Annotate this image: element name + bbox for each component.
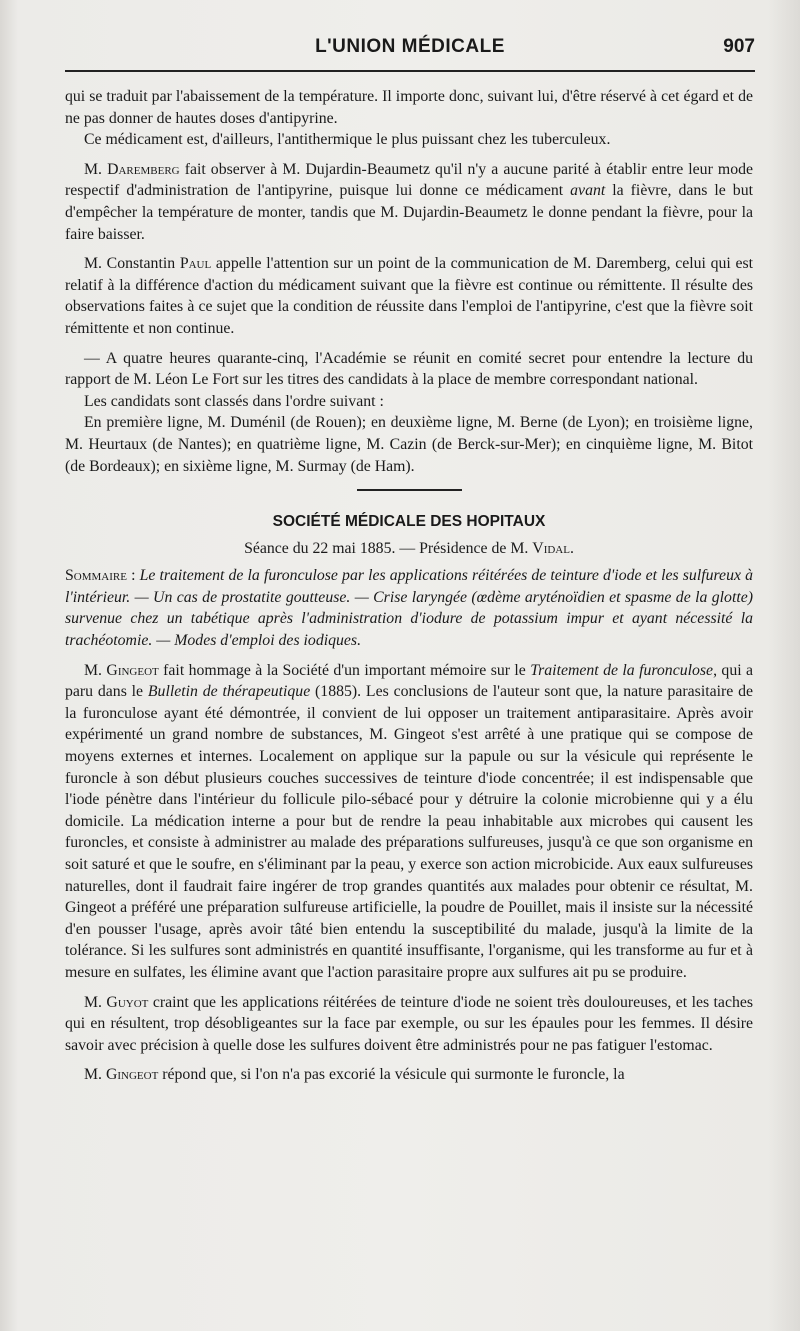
- paragraph-gingeot-reply: [65, 1064, 753, 1086]
- paragraph-text: craint que les applications réitérées de teinture d'iode ne soient très douloureuses, et les taches qui en résultent, trop désobligeantes sur la face par exemple, ou sur les épaules pour les femmes. Il désire savoir avec précision à quelle dose les sulfures doivent être administrés pour ne pas fatiguer l'estomac.: [65, 993, 754, 1054]
- page-number: 907: [723, 36, 755, 57]
- section-divider: [357, 489, 462, 491]
- paragraph-text: (1885). Les conclusions de l'auteur sont que, la nature parasitaire de la furonculose ayant été démontrée, il convient de lui opposer un traitement antiparasitaire. Après avoir expérimenté un grand nombre de substances, M. Gingeot s'est arrêté à une pratique qui se compose de moyens externes et internes. Localement on applique sur la papule ou sur la vésicule qui représente le furoncle à son début plusieurs couches successives de teinture d'iode concentrée; il est indispensable que l'iode pénètre dans l'intérieur du follicule pilo-sébacé pour y détruire la colonie microbienne qui y a élu domicile. La médication interne a pour but de rendre la peau inhabitable aux microbes qui causent les furoncles, et consiste à administrer au malade des préparations sulfureuses, jusqu'à ce que son organisme en soit saturé et que le soufre, en s'éliminant par la peau, y exerce son action microbicide. Aux eaux sulfureuses naturelles, dont il faudrait faire ingérer de trop grandes quantités aux malades pour obtenir ce résultat, M. Gingeot a préféré une préparation sulfureuse artificielle, la poudre de Pouillet, mais il insiste sur la nécessité d'en pousser l'usage, après avoir tâté bien entendu la susceptibilité du malade, jusqu'à la limite de la tolérance. Si les sulfures sont administrés en quantité insuffisante, l'organisme, qui les transforme au fur et à mesure en sulfates, les élimine avant que l'action parasitaire propre aux sulfures ait pu se produire.: [65, 683, 754, 981]
- paragraph-text: qui se traduit par l'abaissement de la température. Il importe donc, suivant lui, d'être réservé à cet égard et de ne pas donner de hautes doses d'antipyrine.: [65, 88, 753, 127]
- paragraph-text: appelle l'attention sur un point de la communication de M. Daremberg, celui qui est relatif à la différence d'action du médicament suivant que la fièvre est continue ou rémittente. Il résulte des observations faites à ce sujet que la condition de réussite dans l'emploi de l'antipyrine, c'est que la fièvre soit rémittente et non continue.: [65, 255, 754, 337]
- session-text: Séance du 22 mai 1885. — Présidence de M.: [244, 539, 529, 557]
- paragraph-candidats-list: [65, 412, 753, 477]
- sommaire-colon: :: [126, 567, 140, 585]
- emphasis-text: avant: [570, 182, 606, 200]
- speaker-name: Gingeot: [105, 1066, 159, 1084]
- speaker-prefix: M.: [84, 661, 102, 679]
- paragraph-text: fait observer à M. Dujardin-Beaumetz qu'il n'y a aucune parité à établir entre leur mode respectif d'administration de l'antipyrine, puisque lui donne ce médicament: [65, 160, 754, 200]
- paragraph-candidats-intro: [65, 391, 753, 413]
- paragraph-text: la fièvre, dans le but d'empêcher la température de monter, tandis que M. Dujardin-Beaumetz le donne pendant la fièvre, pour la faire baisser.: [65, 182, 753, 243]
- speaker-prefix: M.: [84, 1066, 102, 1084]
- speaker-name: Guyot: [106, 993, 149, 1011]
- sommaire-label: Sommaire: [65, 567, 127, 585]
- article-body: [65, 86, 753, 1086]
- speaker-prefix: M. Constantin: [84, 255, 176, 273]
- speaker-name: Paul: [179, 255, 212, 273]
- paragraph-text: En première ligne, M. Duménil (de Rouen); en deuxième ligne, M. Berne (de Lyon); en troisième ligne, M. Heurtaux (de Nantes); en quatrième ligne, M. Cazin (de Berck-sur-Mer); en cinquième ligne, M. Bitot (de Bordeaux); en sixième ligne, M. Surmay (de Ham).: [65, 414, 753, 475]
- speaker-name: Gingeot: [106, 661, 159, 679]
- speaker-prefix: M.: [84, 160, 102, 178]
- paragraph-comite-secret: [65, 348, 753, 391]
- paragraph-guyot: [65, 992, 753, 1057]
- header-rule: [65, 70, 755, 72]
- paragraph-text: répond que, si l'on n'a pas excorié la vésicule qui surmonte le furoncle, la: [162, 1066, 625, 1084]
- paragraph-text: fait hommage à la Société d'un important mémoire sur le: [163, 661, 526, 679]
- running-header: [65, 34, 755, 64]
- paragraph-text: , qui a paru dans le: [65, 661, 754, 701]
- paragraph-text: Ce médicament est, d'ailleurs, l'antithermique le plus puissant chez les tuberculeux.: [84, 131, 611, 149]
- paragraph-antithermique: [65, 129, 753, 151]
- running-title: L'UNION MÉDICALE: [315, 36, 505, 57]
- work-title: Traitement de la furonculose: [530, 661, 714, 679]
- journal-title: Bulletin de thérapeutique: [147, 683, 311, 701]
- speaker-prefix: M.: [84, 993, 102, 1011]
- paragraph-paul: [65, 253, 753, 339]
- paragraph-text: Les candidats sont classés dans l'ordre suivant :: [84, 392, 384, 410]
- paragraph-text: — A quatre heures quarante-cinq, l'Académie se réunit en comité secret pour entendre la lecture du rapport de M. Léon Le Fort sur les titres des candidats à la place de membre correspondant national.: [65, 349, 753, 389]
- president-name: Vidal.: [532, 539, 574, 557]
- section-title: SOCIÉTÉ MÉDICALE DES HOPITAUX: [272, 513, 546, 531]
- paragraph-continuation: [65, 86, 753, 129]
- sommaire: [65, 565, 753, 651]
- speaker-name: Dareмberg: [107, 160, 180, 178]
- sommaire-text: Le traitement de la furonculose par les applications réitérées de teinture d'iode et les sulfureux à l'intérieur. — Un cas de prostatite goutteuse. — Crise laryngée (œdème aryténoïdien et spasme de la glotte) survenue chez un tabétique après l'administration d'iodure de potassium impur et ayant nécessité la trachéotomie. — Modes d'emploi des iodiques.: [65, 567, 753, 650]
- session-line: [65, 538, 753, 560]
- paragraph-gingeot: [65, 660, 753, 984]
- paragraph-daremberg: [65, 159, 753, 245]
